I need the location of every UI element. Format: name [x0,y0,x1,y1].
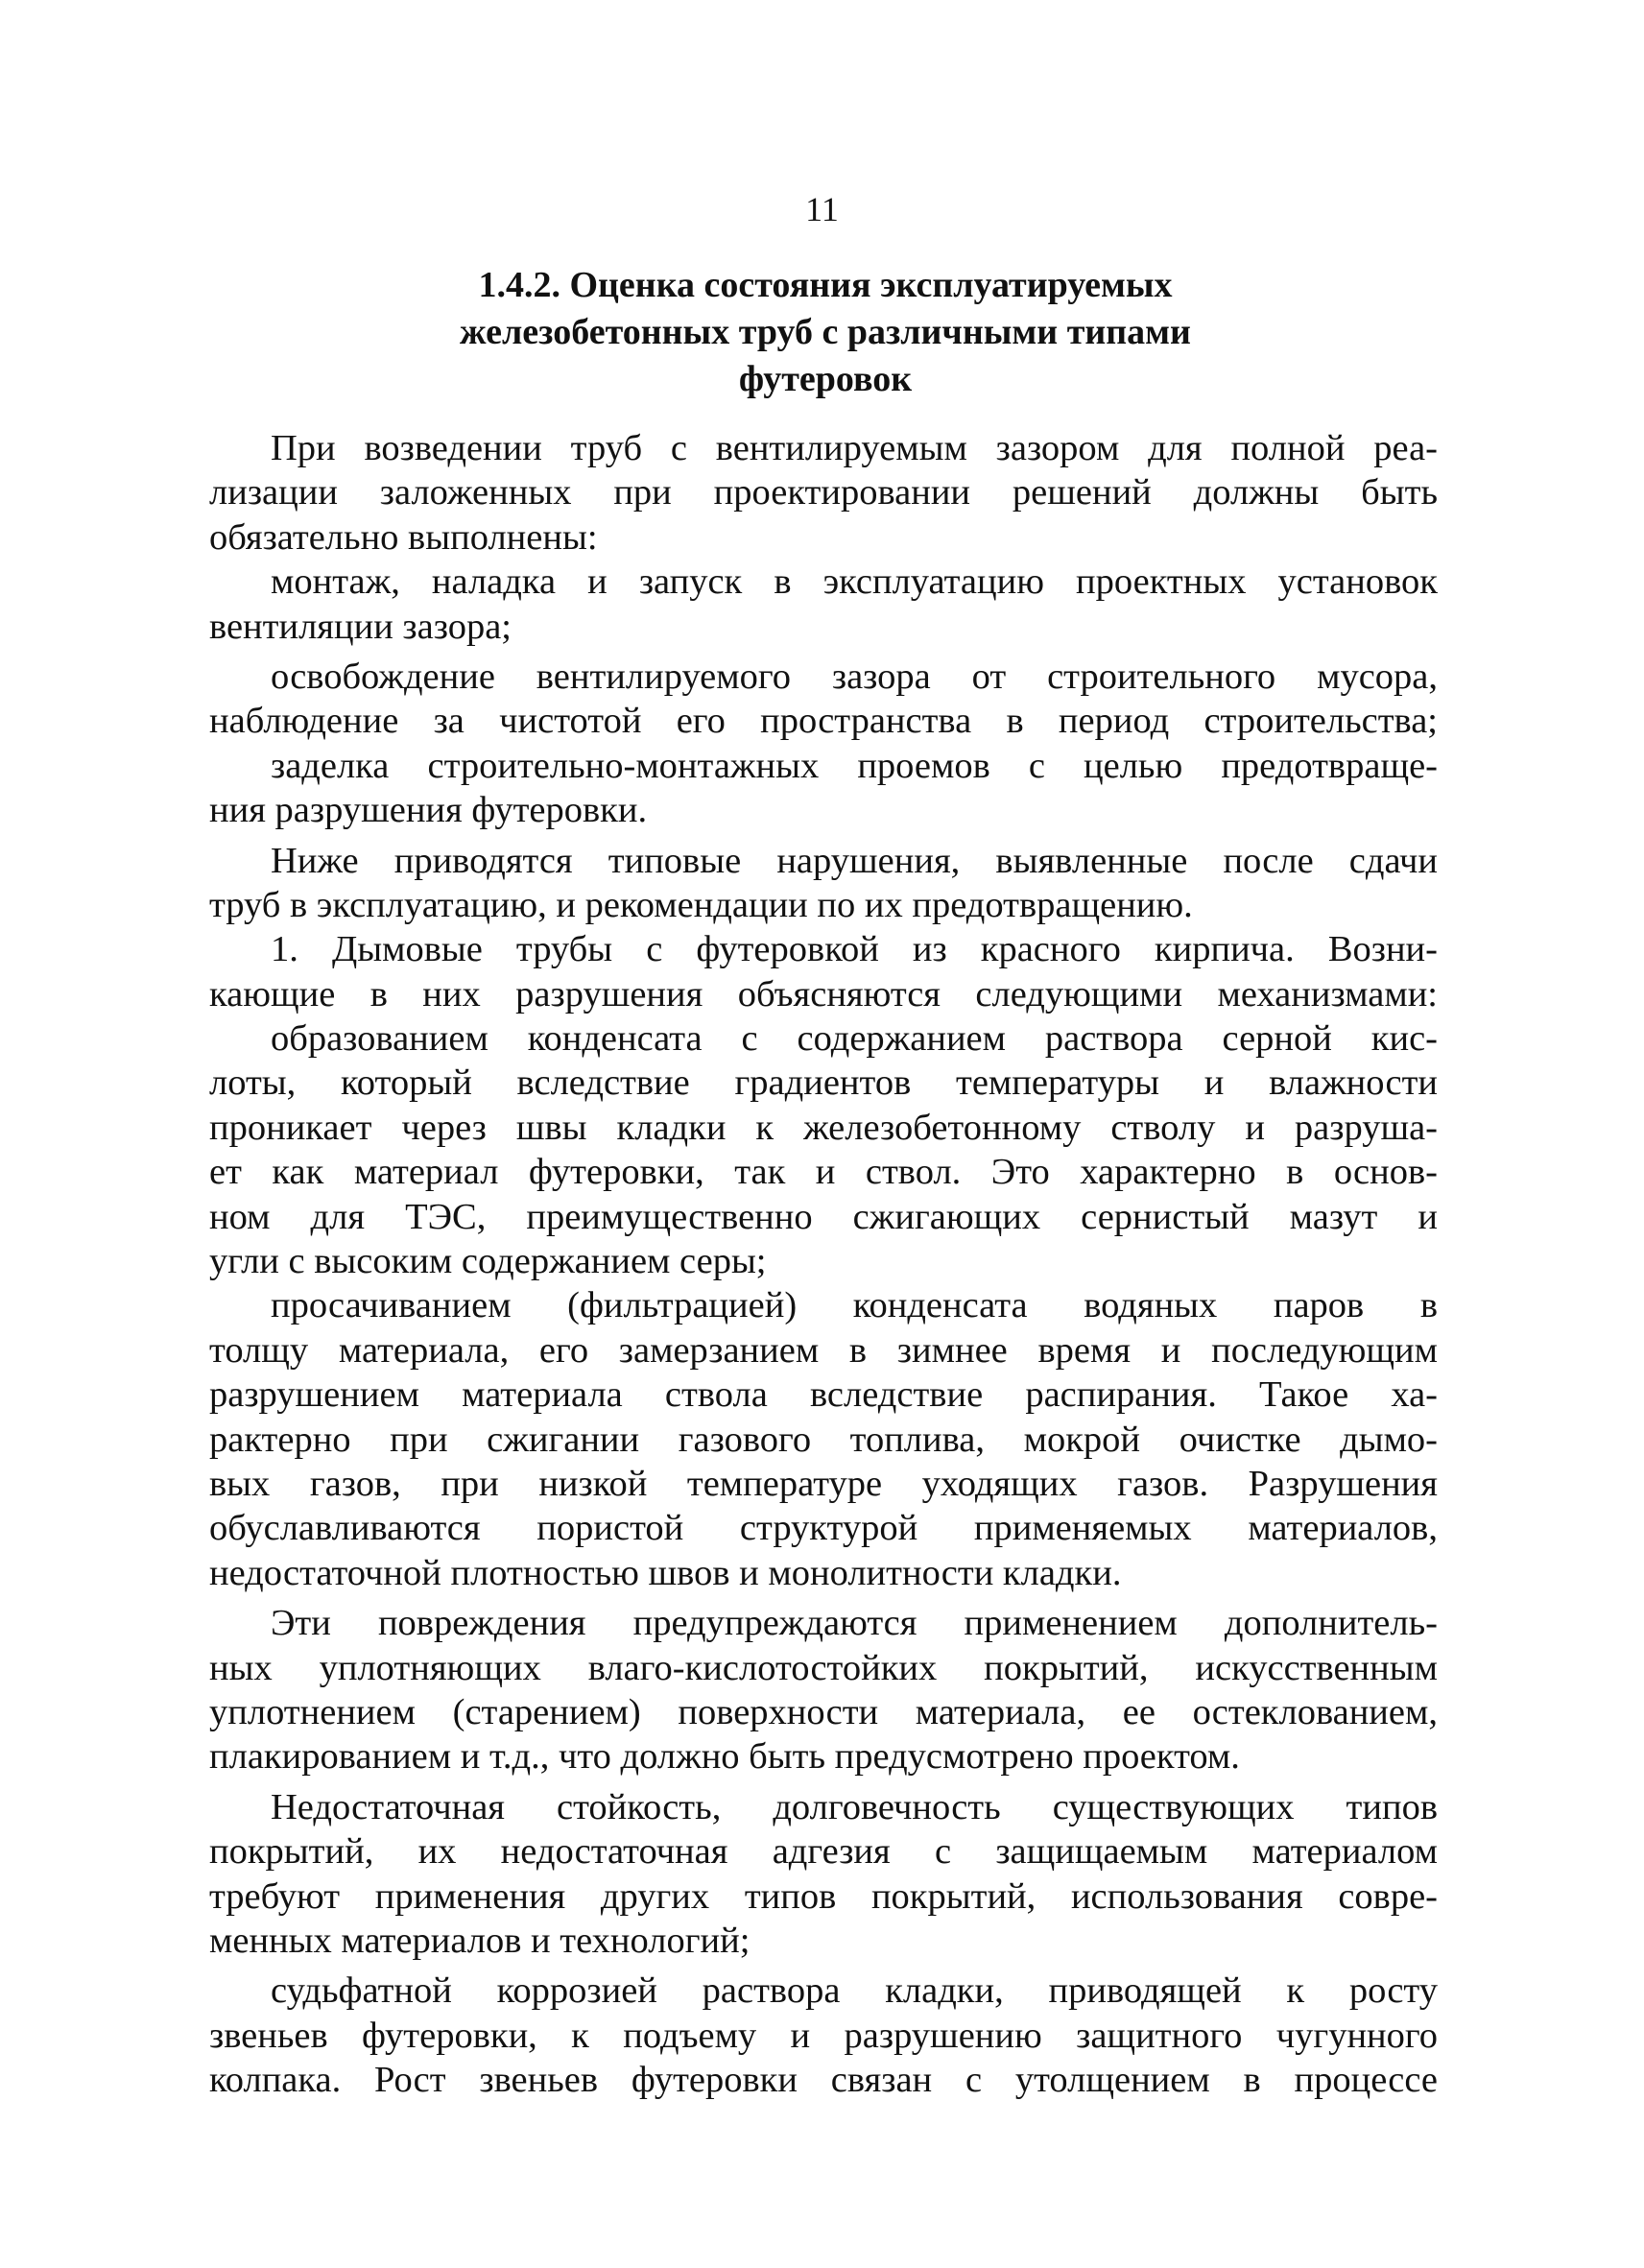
text-line: недостаточной плотностью швов и монолитности кладки. [209,1552,1122,1593]
text-line: вых газов, при низкой температуре уходящих газов. Разрушения [209,1463,1438,1504]
text-line: Недостаточная стойкость, долговечность существующих типов [271,1786,1438,1827]
text-line: лоты, который вследствие градиентов температуры и влажности [209,1062,1438,1104]
text-line: ет как материал футеровки, так и ствол. Это характерно в основ- [209,1152,1438,1193]
text-line: менных материалов и технологий; [209,1920,751,1961]
text-line: судьфатной коррозией раствора кладки, приводящей к росту [271,1970,1438,2012]
text-line: ном для ТЭС, преимущественно сжигающих сернистый мазут и [209,1196,1438,1237]
text-line: проникает через швы кладки к железобетонному стволу и разруша- [209,1107,1438,1148]
page-number: 11 [805,190,839,228]
text-line: Ниже приводятся типовые нарушения, выявленные после сдачи [271,840,1438,881]
heading-line-2: железобетонных труб с различными типами [460,312,1191,352]
text-line: звеньев футеровки, к подъему и разрушению защитного чугунного [209,2015,1438,2056]
heading-line-3: футеровок [738,359,913,399]
heading-line-1: 1.4.2. Оценка состояния эксплуатируемых [478,265,1173,305]
text-line: ния разрушения футеровки. [209,790,648,831]
text-line: просачиванием (фильтрацией) конденсата водяных паров в [271,1285,1438,1326]
text-line: кающие в них разрушения объясняются следующими механизмами: [209,973,1438,1015]
text-line: 1. Дымовые трубы с футеровкой из красного кирпича. Возни- [271,929,1438,970]
text-line: требуют применения других типов покрытий, использования совре- [209,1875,1438,1917]
text-line: труб в эксплуатацию, и рекомендации по их предотвращению. [209,884,1193,925]
text-line: монтаж, наладка и запуск в эксплуатацию проектных установок [271,561,1438,603]
text-line: разрушением материала ствола вследствие распирания. Такое ха- [209,1374,1438,1416]
body-text [209,426,1438,2102]
text-line: рактерно при сжигании газового топлива, мокрой очистке дымо- [209,1419,1438,1460]
text-line: вентиляции зазора; [209,606,512,647]
text-line: угли с высоким содержанием серы; [209,1241,767,1282]
text-line: уплотнением (старением) поверхности материала, ее остеклованием, [209,1691,1438,1732]
text-line: покрытий, их недостаточная адгезия с защищаемым материалом [209,1831,1438,1873]
text-line: обуславливаются пористой структурой применяемых материалов, [209,1508,1438,1549]
section-heading [345,262,1305,403]
text-line: наблюдение за чистотой его пространства в период строительства; [209,701,1438,742]
text-line: обязательно выполнены: [209,516,598,558]
text-line: образованием конденсата с содержанием раствора серной кис- [271,1018,1438,1060]
text-line: заделка строительно-монтажных проемов с целью предотвраще- [271,745,1438,786]
text-line: плакированием и т.д., что должно быть предусмотрено проектом. [209,1736,1240,1778]
text-line: толщу материала, его замерзанием в зимнее время и последующим [209,1329,1438,1371]
text-line: колпака. Рост звеньев футеровки связан с утолщением в процессе [209,2060,1438,2101]
text-line: При возведении труб с вентилируемым зазором для полной реа- [271,428,1438,468]
text-line: ных уплотняющих влаго-кислотостойких покрытий, искусственным [209,1647,1438,1688]
text-line: Эти повреждения предупреждаются применением дополнитель- [271,1603,1438,1644]
text-line: освобождение вентилируемого зазора от строительного мусора, [271,656,1438,697]
text-line: лизации заложенных при проектировании решений должны быть [209,472,1438,513]
